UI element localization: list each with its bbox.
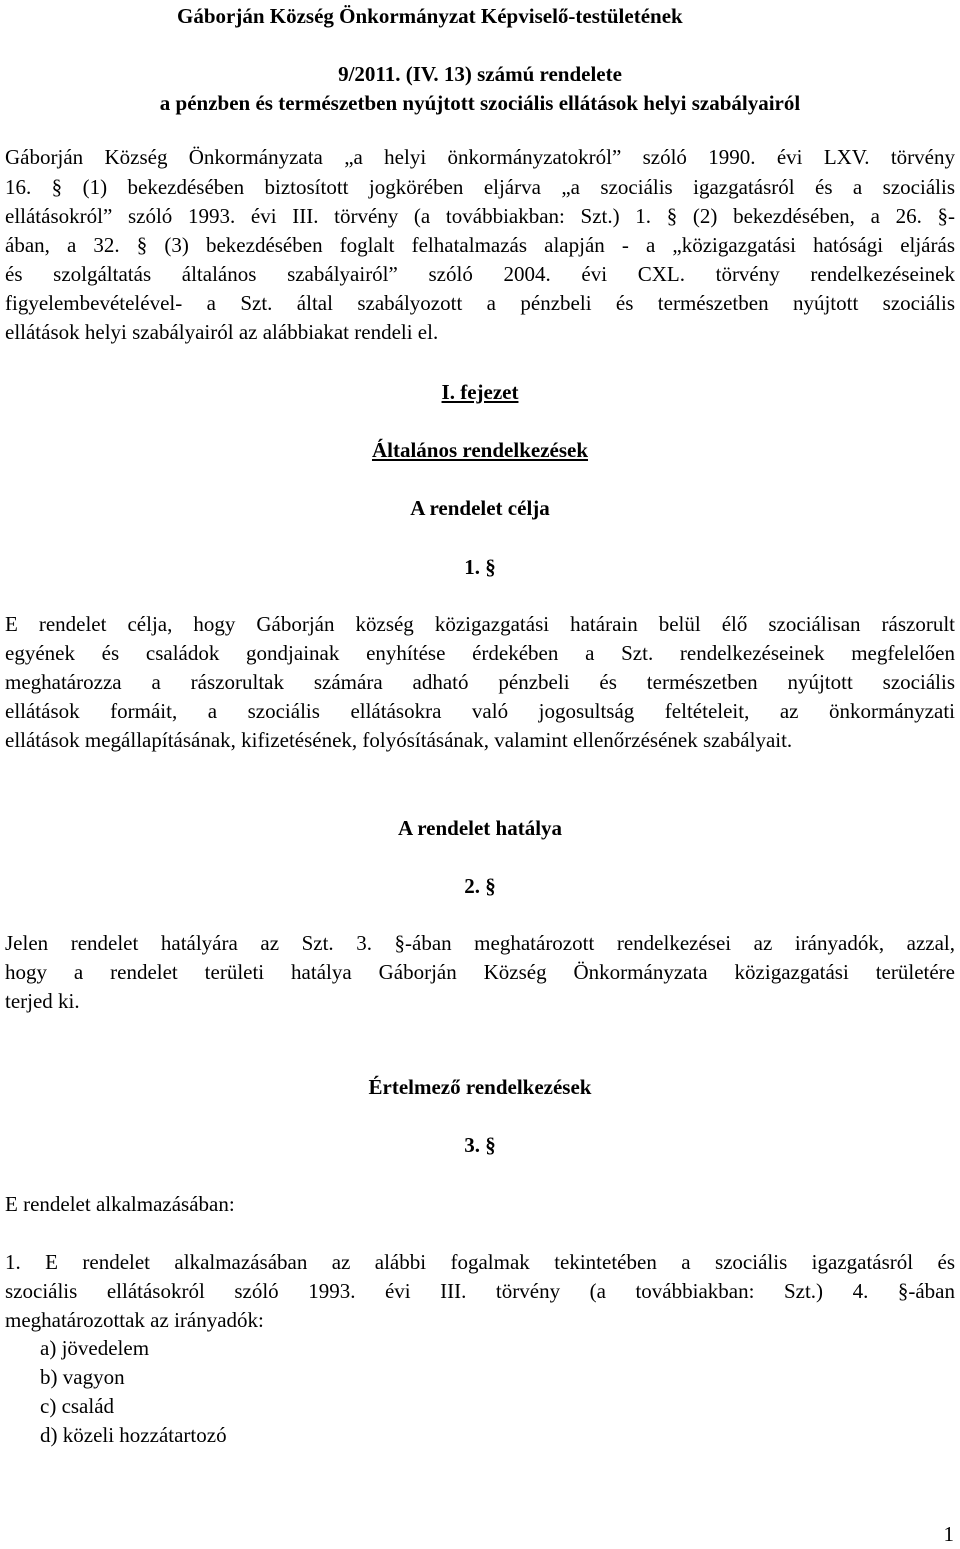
list-item: b) vagyon xyxy=(40,1365,125,1389)
section-text-line: ellátások formáit, a szociális ellátásokra való jogosultság feltételeit, az önkormányzati xyxy=(5,699,955,723)
section-heading: A rendelet hatálya xyxy=(397,816,563,840)
section-text-line: ellátások megállapításának, kifizetésének, folyósításának, valamint ellenőrzésének szabályait. xyxy=(5,728,793,752)
preamble-line: ellátások helyi szabályairól az alábbiakat rendeli el. xyxy=(5,320,439,344)
section-heading: A rendelet célja xyxy=(410,496,550,520)
section-text-line: szociális ellátásokról szóló 1993. évi III. törvény (a továbbiakban: Szt.) 4. §-ában xyxy=(5,1279,955,1303)
section-text-line: terjed ki. xyxy=(5,989,80,1013)
chapter-number: I. fejezet xyxy=(441,380,519,404)
ordinance-subject: a pénzben és természetben nyújtott szociális ellátások helyi szabályairól xyxy=(159,91,801,115)
preamble-line: Gáborján Község Önkormányzata „a helyi önkormányzatokról” szóló 1990. évi LXV. törvény xyxy=(5,145,955,169)
document-title: Gáborján Község Önkormányzat Képviselő-testületének xyxy=(177,4,683,28)
preamble-line: figyelembevételével- a Szt. által szabályozott a pénzbeli és természetben nyújtott szociális xyxy=(5,291,955,315)
section-text-line: meghatározza a rászorultak számára adható pénzbeli és természetben nyújtott szociális xyxy=(5,670,955,694)
list-item: a) jövedelem xyxy=(40,1336,150,1360)
preamble-line: 16. § (1) bekezdésében biztosított jogkörében eljárva „a szociális igazgatásról és a szociális xyxy=(5,175,955,199)
ordinance-number: 9/2011. (IV. 13) számú rendelete xyxy=(338,62,622,86)
section-text-line: 1. E rendelet alkalmazásában az alábbi fogalmak tekintetében a szociális igazgatásról és xyxy=(5,1250,955,1274)
list-item: c) család xyxy=(40,1394,115,1418)
section-text-line: hogy a rendelet területi hatálya Gáborján Község Önkormányzata közigazgatási területére xyxy=(5,960,955,984)
preamble-line: ellátásokról” szóló 1993. évi III. törvény (a továbbiakban: Szt.) 1. § (2) bekezdésében, a 26. §- xyxy=(5,204,955,228)
page-number: 1 xyxy=(943,1522,954,1546)
section-intro: E rendelet alkalmazásában: xyxy=(5,1192,235,1216)
section-text-line: E rendelet célja, hogy Gáborján község közigazgatási határain belül élő szociálisan rászorult xyxy=(5,612,955,636)
section-text-line: meghatározottak az irányadók: xyxy=(5,1308,264,1332)
section-number: 2. § xyxy=(464,874,496,898)
section-text-line: egyének és családok gondjainak enyhítése érdekében a Szt. rendelkezéseinek megfelelően xyxy=(5,641,955,665)
section-number: 3. § xyxy=(464,1133,496,1157)
preamble-line: ában, a 32. § (3) bekezdésében foglalt felhatalmazás alapján - a „közigazgatási hatósági eljárás xyxy=(5,233,955,257)
chapter-title: Általános rendelkezések xyxy=(371,438,589,462)
section-number: 1. § xyxy=(464,555,496,579)
section-heading: Értelmező rendelkezések xyxy=(368,1075,592,1099)
preamble-line: és szolgáltatás általános szabályairól” szóló 2004. évi CXL. törvény rendelkezéseinek xyxy=(5,262,955,286)
section-text-line: Jelen rendelet hatályára az Szt. 3. §-ában meghatározott rendelkezései az irányadók, azzal, xyxy=(5,931,955,955)
list-item: d) közeli hozzátartozó xyxy=(40,1423,227,1447)
